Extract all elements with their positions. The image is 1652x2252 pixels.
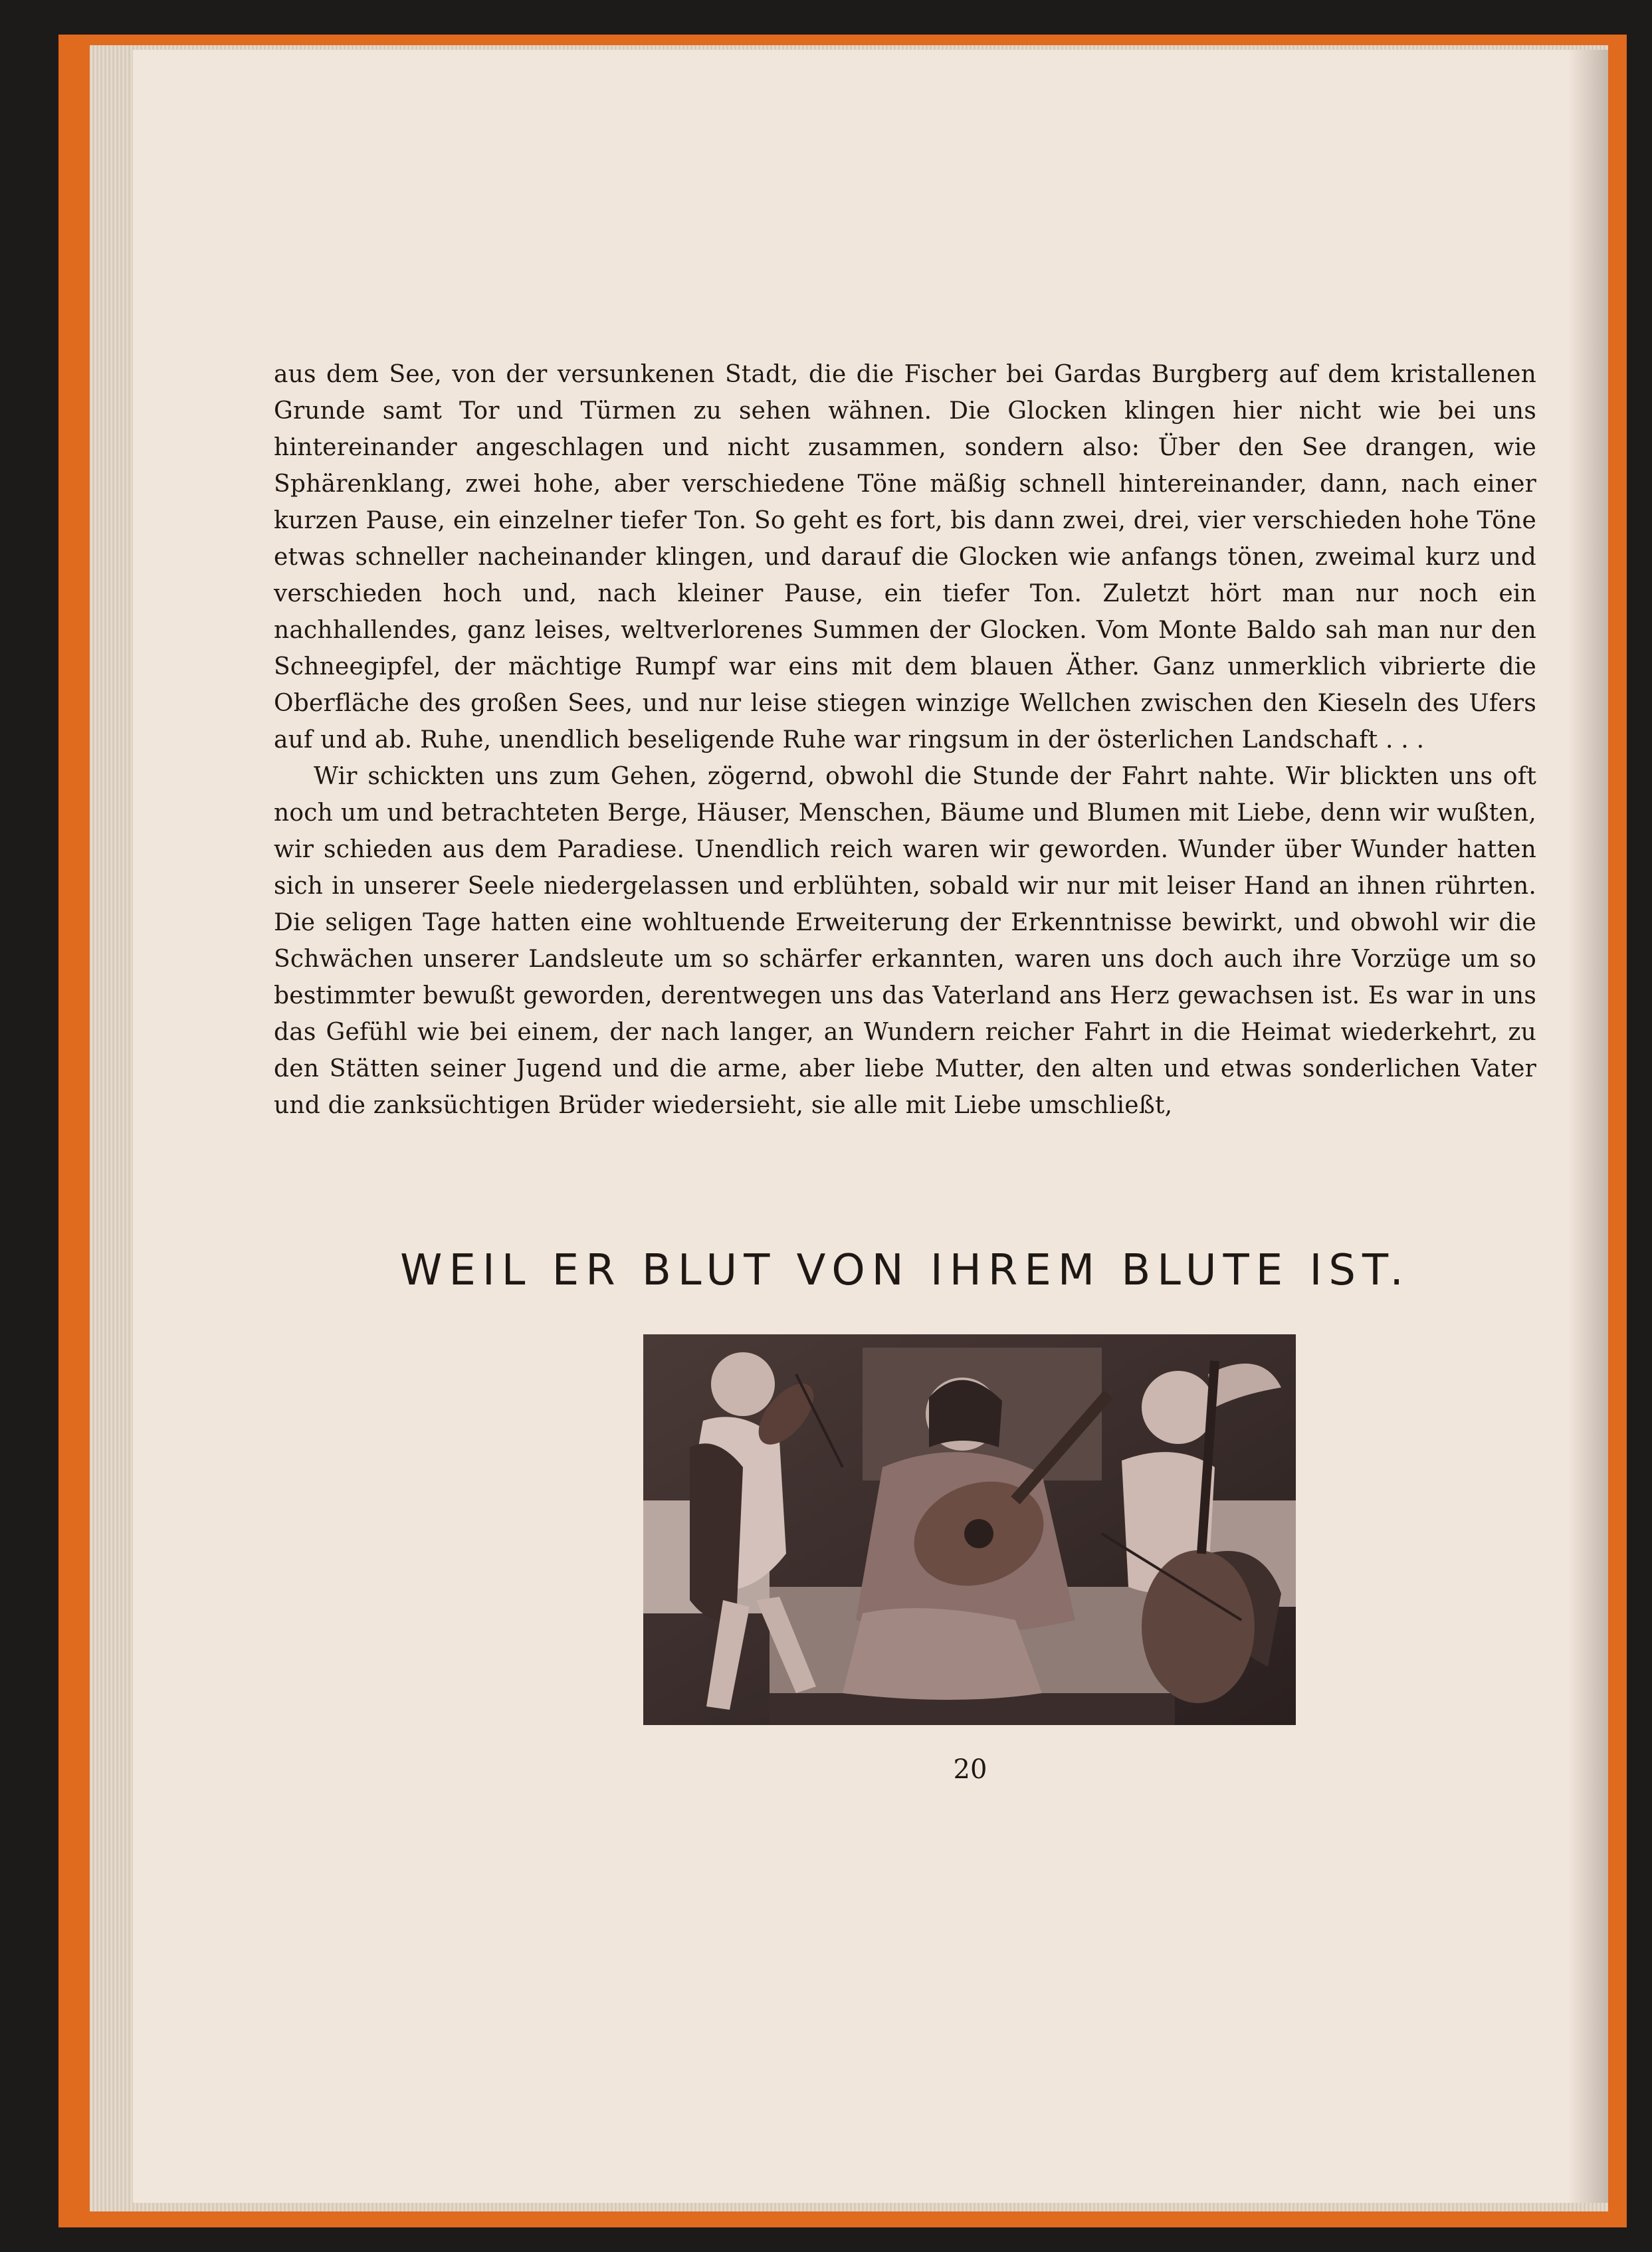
paragraph-2: Wir schickten uns zum Gehen, zögernd, obwohl die Stunde der Fahrt nahte. Wir blickten uns oft noch um und betrachteten Berge, Häuser, Menschen, Bäume und Blumen mit Liebe, denn wir wußten, wir schieden aus dem Paradiese. Unendlich reich waren wir geworden. Wunder über Wunder hatten sich in unserer Seele niedergelassen und erblühten, sobald wir nur mit leiser Hand an ihnen rührten. Die seligen Tage hatten eine wohltuende Erweiterung der Erkenntnisse bewirkt, und obwohl wir die Schwächen unserer Landsleute um so schärfer erkannten, waren uns doch auch ihre Vorzüge um so bestimmter bewußt geworden, derentwegen uns das Vaterland ans Herz gewachsen ist. Es war in uns das Gefühl wie bei einem, der nach langer, an Wundern reicher Fahrt in die Heimat wiederkehrt, zu den Stätten seiner Jugend und die arme, aber liebe Mutter, den alten und etwas sonderlichen Vater und die zanksüchtigen Brüder wiedersieht, sie alle mit Liebe umschließt, [274, 763, 1536, 1119]
paragraph-1: aus dem See, von der versunkenen Stadt, die die Fischer bei Gardas Burgberg auf dem kristallenen Grunde samt Tor und Türmen zu sehen wähnen. Die Glocken klingen hier nicht wie bei uns hintereinander angeschlagen und nicht zusammen, sondern also: Über den See drangen, wie Sphärenklang, zwei hohe, aber verschiedene Töne mäßig schnell hintereinander, dann, nach einer kurzen Pause, ein einzelner tiefer Ton. So geht es fort, bis dann zwei, drei, vier verschieden hohe Töne etwas schneller nacheinander klingen, und darauf die Glocken wie anfangs tönen, zweimal kurz und verschieden hoch und, nach kleiner Pause, ein tiefer Ton. Zuletzt hört man nur noch ein nachhallendes, ganz leises, weltverlorenes Summen der Glocken. Vom Monte Baldo sah man nur den Schneegipfel, der mächtige Rumpf war eins mit dem blauen Äther. Ganz unmerklich vibrierte die Oberfläche des großen Sees, und nur leise stiegen winzige Wellchen zwischen den Kieseln des Ufers auf und ab. Ruhe, unendlich beseligende Ruhe war ringsum in der österlichen Landschaft . . . [274, 361, 1536, 754]
lute-player-lap [843, 1608, 1042, 1700]
illustration-drawing [643, 1334, 1296, 1725]
left-putto-head [711, 1352, 775, 1416]
left-putto-drapery [690, 1443, 743, 1621]
closing-line: WEIL ER BLUT VON IHREM BLUTE IST. [400, 1246, 1410, 1295]
right-putto-head [1142, 1371, 1215, 1444]
body-text [274, 356, 1536, 1124]
page-number: 20 [953, 1754, 987, 1785]
spine-shadow [1568, 50, 1608, 2203]
lute-soundhole [964, 1519, 993, 1548]
illustration-musicians [643, 1334, 1296, 1725]
cello [1142, 1550, 1255, 1703]
